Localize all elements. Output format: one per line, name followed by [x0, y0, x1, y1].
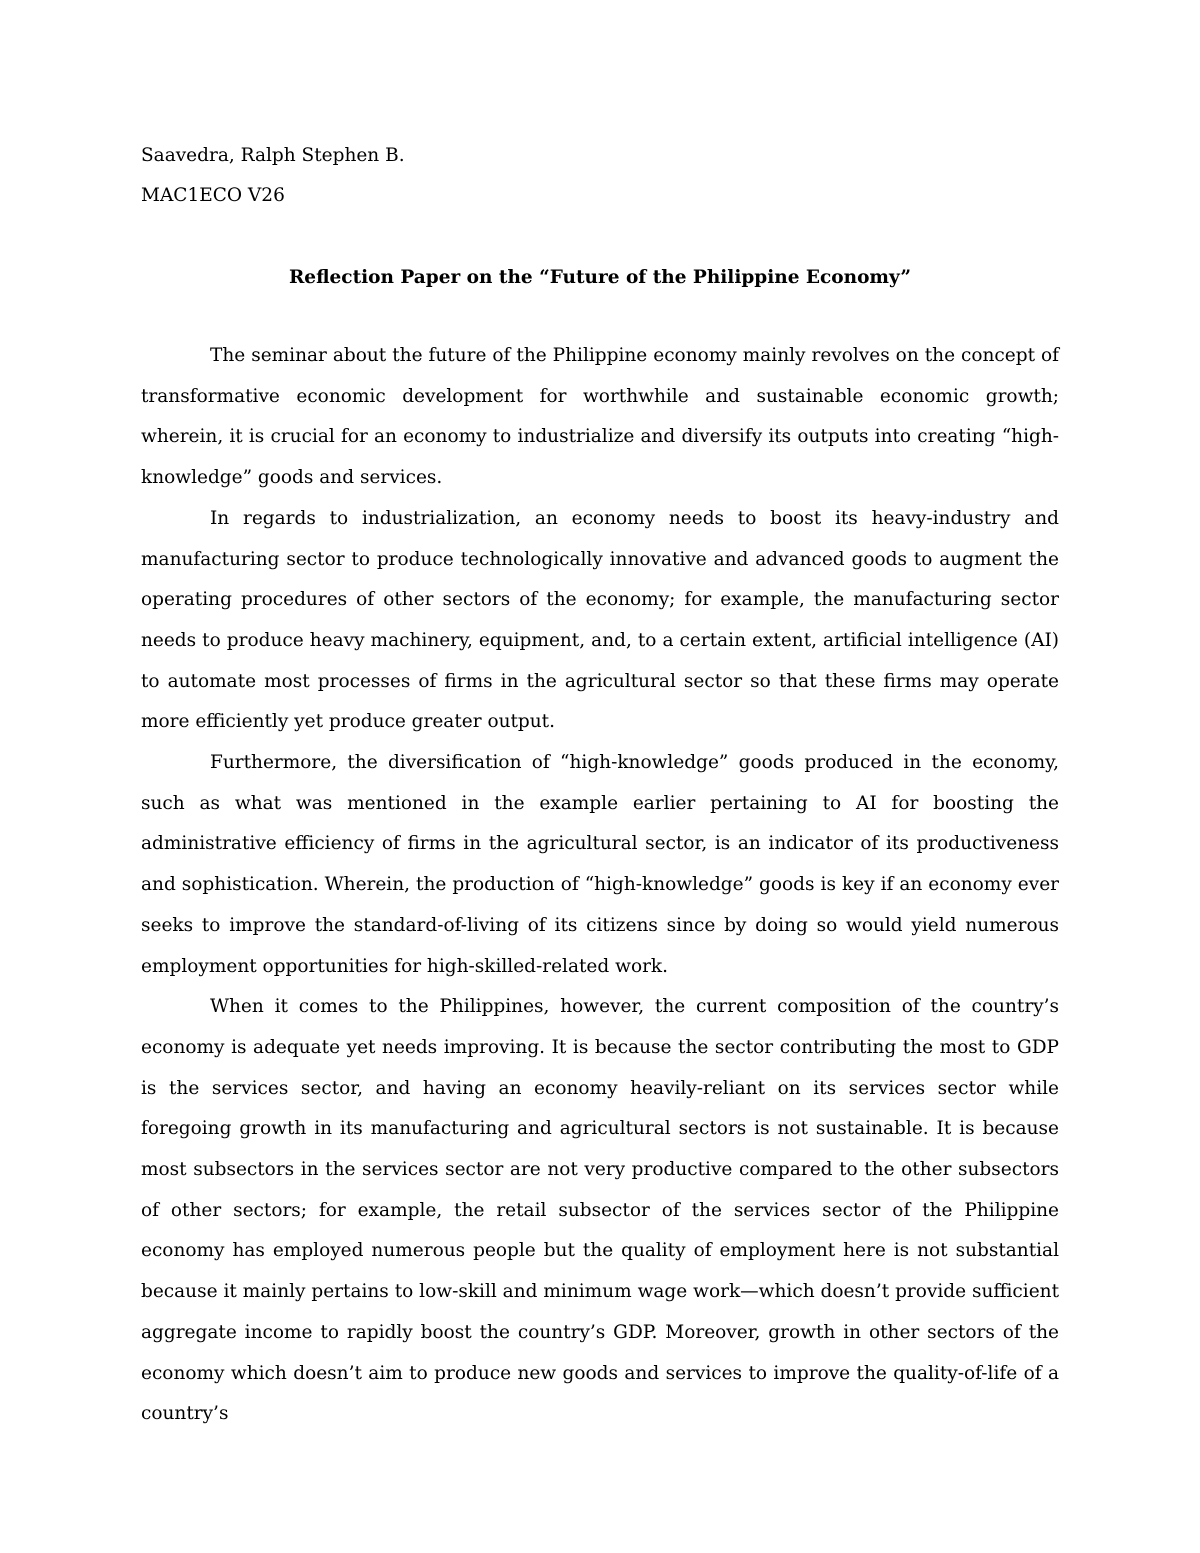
- paper-body: [141, 336, 1059, 1435]
- paper-title: Reflection Paper on the “Future of the Philippine Economy”: [288, 267, 912, 288]
- document-content: [141, 136, 1059, 1435]
- paragraph: When it comes to the Philippines, however, the current composition of the country’s economy is adequate yet needs improving. It is because the sector contributing the most to GDP is the services sector, and having an economy heavily-reliant on its services sector while foregoing growth in its manufacturing and agricultural sectors is not sustainable. It is because most subsectors in the services sector are not very productive compared to the other subsectors of other sectors; for example, the retail subsector of the services sector of the Philippine economy has employed numerous people but the quality of employment here is not substantial because it mainly pertains to low-skill and minimum wage work—which doesn’t provide sufficient aggregate income to rapidly boost the country’s GDP. Moreover, growth in other sectors of the economy which doesn’t aim to produce new goods and services to improve the quality-of-life of a country’s: [141, 996, 1059, 1425]
- paragraph: The seminar about the future of the Philippine economy mainly revolves on the concept of transformative economic development for worthwhile and sustainable economic growth; wherein, it is crucial for an economy to industrialize and diversify its outputs into creating “high-knowledge” goods and services.: [141, 345, 1059, 489]
- author-name: Saavedra, Ralph Stephen B.: [141, 145, 405, 166]
- paragraph: Furthermore, the diversification of “high-knowledge” goods produced in the economy, such as what was mentioned in the example earlier pertaining to AI for boosting the administrative efficiency of firms in the agricultural sector, is an indicator of its productiveness and sophistication. Wherein, the production of “high-knowledge” goods is key if an economy ever seeks to improve the standard-of-living of its citizens since by doing so would yield numerous employment opportunities for high-skilled-related work.: [141, 752, 1059, 977]
- course-code: MAC1ECO V26: [141, 185, 285, 206]
- paragraph: In regards to industrialization, an economy needs to boost its heavy-industry and manufacturing sector to produce technologically innovative and advanced goods to augment the operating procedures of other sectors of the economy; for example, the manufacturing sector needs to produce heavy machinery, equipment, and, to a certain extent, artificial intelligence (AI) to automate most processes of firms in the agricultural sector so that these firms may operate more efficiently yet produce greater output.: [141, 507, 1059, 733]
